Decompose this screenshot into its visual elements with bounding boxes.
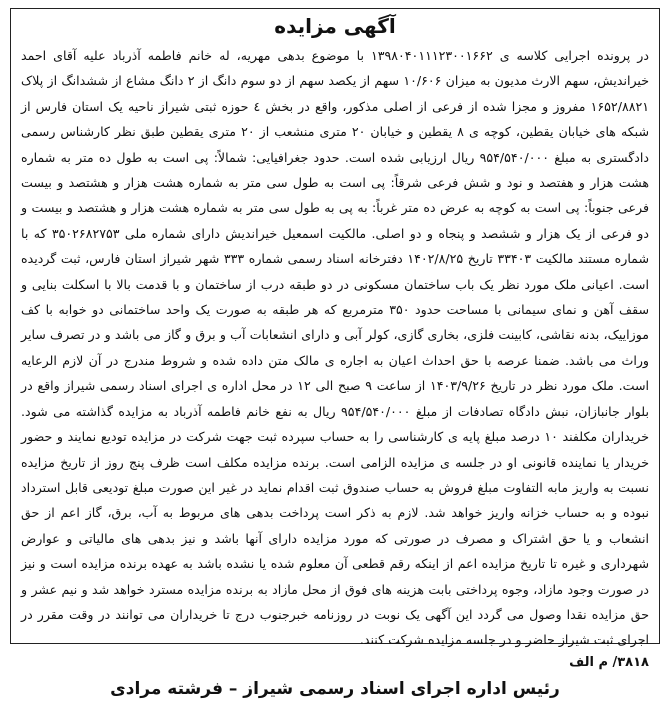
notice-body: در پرونده اجرایی کلاسه ی ۱۳۹۸۰۴۰۱۱۱۲۳۰۰۱۶۶۲ با موضوع بدهی مهریه، له خانم فاطمه آذرباد علیه آقای احمد خیراندیش، سهم الارث مدیون به میزان ۱۰/۶۰۶ سهم از یکصد سهم از دو سوم دانگ از ۲ دانگ مشاع از ششدانگ از پلاک ۱۶۵۲/۸۸۲۱ مفروز و مجزا شده از فرعی از اصلی مذکور، واقع در بخش ٤ حوزه ثبتی شیراز ناحیه یک استان فارس از شبکه های خیابان یقطین، کوچه ی ۸ یقطین و خیابان ۲۰ متری منشعب از ۲۰ متری یقطین طبق نظر کارشناس رسمی دادگستری به مبلغ ۹۵۴/۵۴۰/۰۰۰ ریال ارزیابی شده است. حدود جغرافیایی: شمالاً: پی است به طول ده متر به شماره هشت هزار و هفتصد و نود و شش فرعی شرقاً: پی است به طول سی متر به شماره هشت هزار و هشتصد و بیست فرعی جنوباً: پی است به کوچه به عرض ده متر غرباً: به پی به طول سی متر به شماره هشت هزار و هشتصد و بیست و دو فرعی از یک هزار و ششصد و پنجاه و دو اصلی. مالکیت اسمعیل خیراندیش دارای شماره ملی ۳۵۰۲۶۸۲۷۵۳ که با شماره مستند مالکیت ۳۳۴۰۳ تاریخ ۱۴۰۲/۸/۲۵ دفترخانه اسناد رسمی شماره ۳۳۳ شهر شیراز استان فارس، ثبت گردیده است. اعیانی ملک مورد نظر یک باب ساختمان مسکونی در دو طبقه درب از ساختمان و با قدمت بالا با اسکلت بنایی و سقف آهن و نمای سیمانی با مساحت حدود ۳۵۰ مترمربع که هر طبقه به صورت یک واحد ساختمانی دو خوابه با کف موزاییک، بدنه نقاشی، کابینت فلزی، بخاری گازی، کولر آبی و دارای انشعابات آب و برق و گاز می باشد و در تصرف سایر وراث می باشد. ضمنا عرصه با حق احداث اعیان به اجاره ی مالک متن داده شده و شروط مندرج در آن لازم الرعایه است. ملک مورد نظر در تاریخ ۱۴۰۳/۹/۲۶ از ساعت ۹ صبح الی ۱۲ در محل اداره ی اجرای اسناد رسمی شیراز واقع در بلوار جانبازان، نبش دادگاه تصادفات از مبلغ ۹۵۴/۵۴۰/۰۰۰ ریال به نفع خانم فاطمه آذرباد به مزایده گذاشته می شود. خریداران مکلفند ۱۰ درصد مبلغ پایه ی کارشناسی را به حساب سپرده ثبت جهت شرکت در مزایده تودیع نمایند و حضور خریدار یا نماینده قانونی او در جلسه ی مزایده الزامی است. برنده مزایده مکلف است ظرف پنج روز از تاریخ مزایده نسبت به واریز مابه التفاوت مبلغ فروش به حساب صندوق ثبت اقدام نماید در غیر این صورت مبلغ تودیعی قابل استرداد نبوده و به حساب خزانه واریز خواهد شد. لازم به ذکر است پرداخت بدهی های مربوط به آب، برق، گاز اعم از حق انشعاب و یا حق اشتراک و مصرف در صورتی که مورد مزایده دارای آنها باشد و نیز بدهی های مالیاتی و عوارض شهرداری و غیره تا تاریخ مزایده اعم از اینکه رقم قطعی آن معلوم شده یا نشده باشد به عهده برنده مزایده است و نیز در صورت وجود مازاد، وجوه پرداختی بابت هزینه های فوق از محل مازاد به برنده مزایده مسترد خواهد شد و نیم عشر و حق مزایده نقدا وصول می گردد این آگهی یک نوبت در روزنامه خبرجنوب درج تا خریداران می توانند در وقت مقرر در اجرای ثبت شیراز حاضر و در جلسه مزایده شرکت کنند.	[21, 48, 650, 648]
reference-number: ۳۸۱۸/ م الف	[569, 654, 649, 670]
auction-notice	[10, 8, 660, 699]
notice-title: آگهی مزایده	[274, 14, 396, 38]
reference-line	[21, 653, 649, 673]
signature-line: رئیس اداره اجرای اسناد رسمی شیراز – فرشته مرادی	[110, 678, 560, 699]
